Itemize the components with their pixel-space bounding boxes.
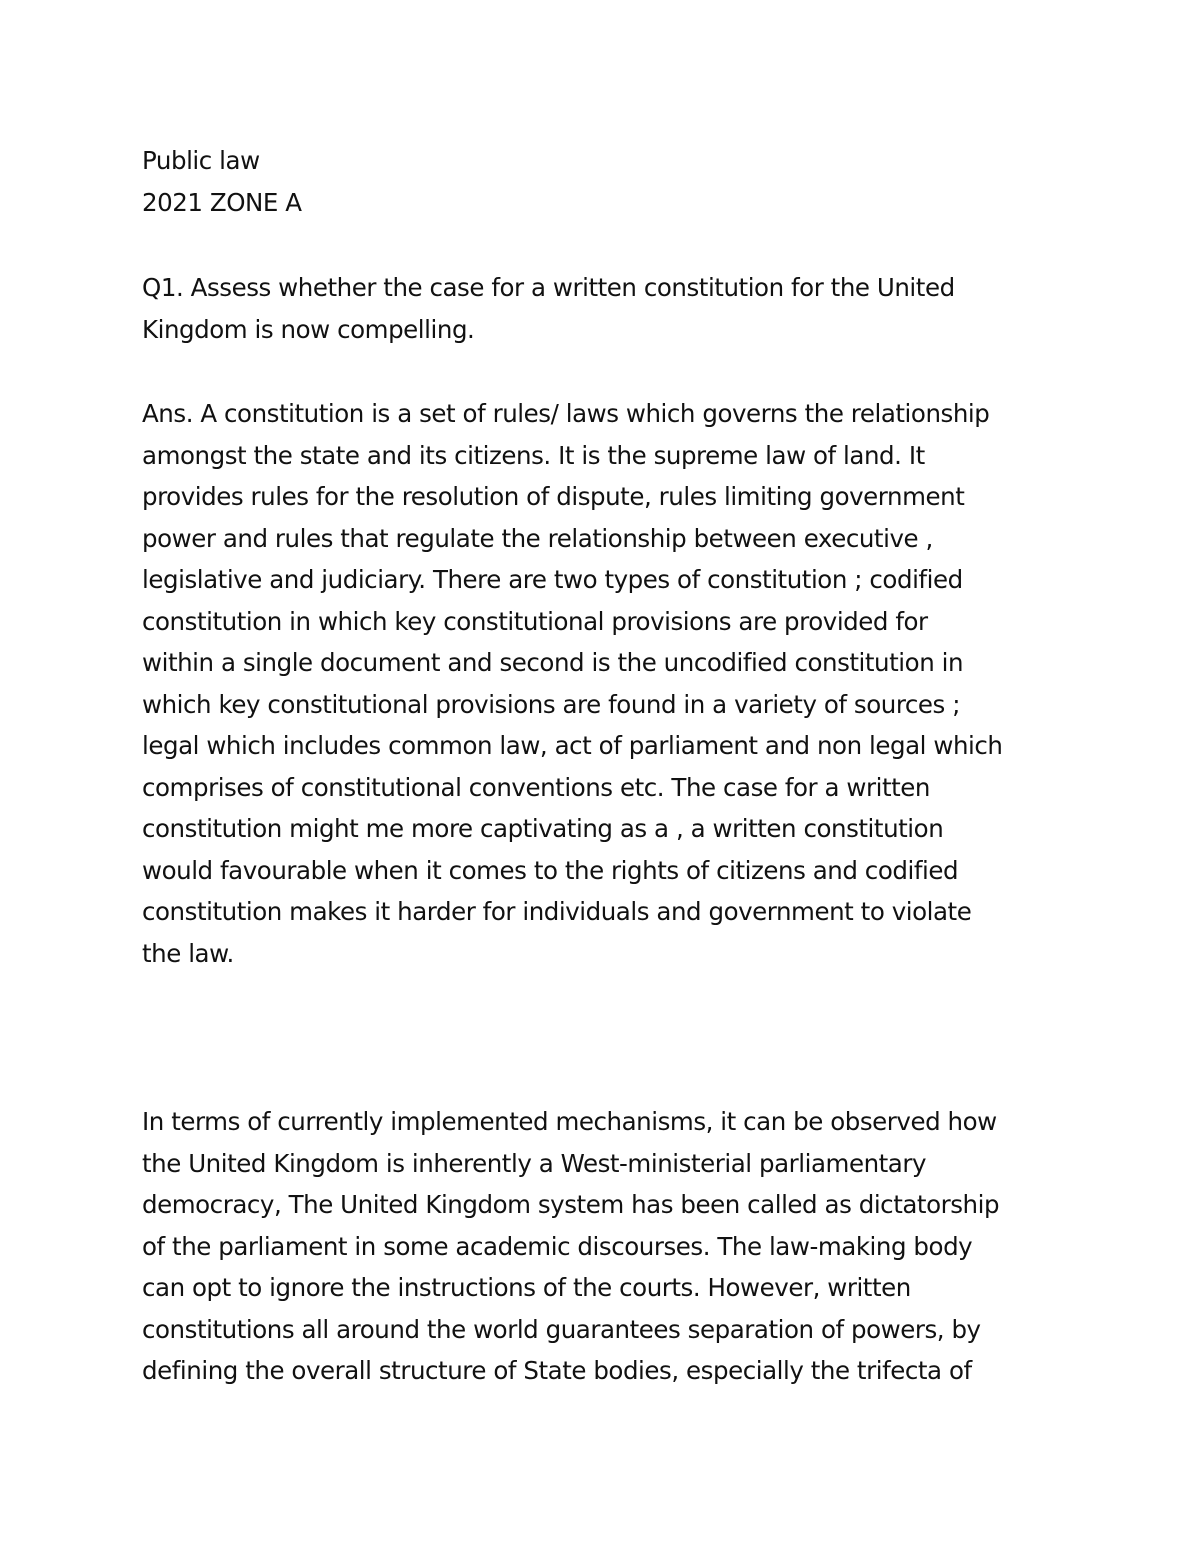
text-line: amongst the state and its citizens. It is the supreme law of land. It bbox=[142, 440, 925, 470]
text-line: within a single document and second is the uncodified constitution in bbox=[142, 648, 964, 677]
text-line: democracy, The United Kingdom system has been called as dictatorship bbox=[142, 1190, 1000, 1219]
text-line: provides rules for the resolution of dispute, rules limiting government bbox=[142, 482, 965, 511]
text-line: constitution in which key constitutional provisions are provided for bbox=[142, 606, 928, 636]
text-line: Q1. Assess whether the case for a written constitution for the United bbox=[142, 273, 955, 302]
text-line: of the parliament in some academic discourses. The law-making body bbox=[142, 1231, 973, 1261]
text-line: the law. bbox=[142, 938, 234, 968]
text-line: defining the overall structure of State bodies, especially the trifecta of bbox=[142, 1356, 972, 1385]
text-line: constitution might me more captivating as a , a written constitution bbox=[142, 814, 944, 843]
exam-label: 2021 ZONE A bbox=[142, 187, 302, 217]
text-line: Kingdom is now compelling. bbox=[142, 314, 475, 344]
text-line: would favourable when it comes to the rights of citizens and codified bbox=[142, 855, 959, 885]
text-line: legislative and judiciary. There are two types of constitution ; codified bbox=[142, 565, 963, 594]
text-line: can opt to ignore the instructions of the courts. However, written bbox=[142, 1273, 911, 1302]
subject-title: Public law bbox=[142, 146, 260, 175]
text-line: In terms of currently implemented mechanisms, it can be observed how bbox=[142, 1107, 997, 1136]
text-line: legal which includes common law, act of parliament and non legal which bbox=[142, 731, 1003, 760]
text-line: which key constitutional provisions are found in a variety of sources ; bbox=[142, 689, 961, 719]
text-line: the United Kingdom is inherently a West-ministerial parliamentary bbox=[142, 1148, 927, 1178]
text-line: constitution makes it harder for individuals and government to violate bbox=[142, 897, 972, 926]
text-line: constitutions all around the world guarantees separation of powers, by bbox=[142, 1314, 981, 1344]
document-header bbox=[142, 140, 1102, 223]
question-text bbox=[142, 267, 1102, 350]
text-line: Ans. A constitution is a set of rules/ laws which governs the relationship bbox=[142, 399, 990, 428]
second-paragraph bbox=[142, 1101, 1102, 1392]
text-line: comprises of constitutional conventions etc. The case for a written bbox=[142, 772, 931, 802]
answer-paragraph bbox=[142, 393, 1102, 974]
text-line: power and rules that regulate the relationship between executive , bbox=[142, 523, 933, 553]
